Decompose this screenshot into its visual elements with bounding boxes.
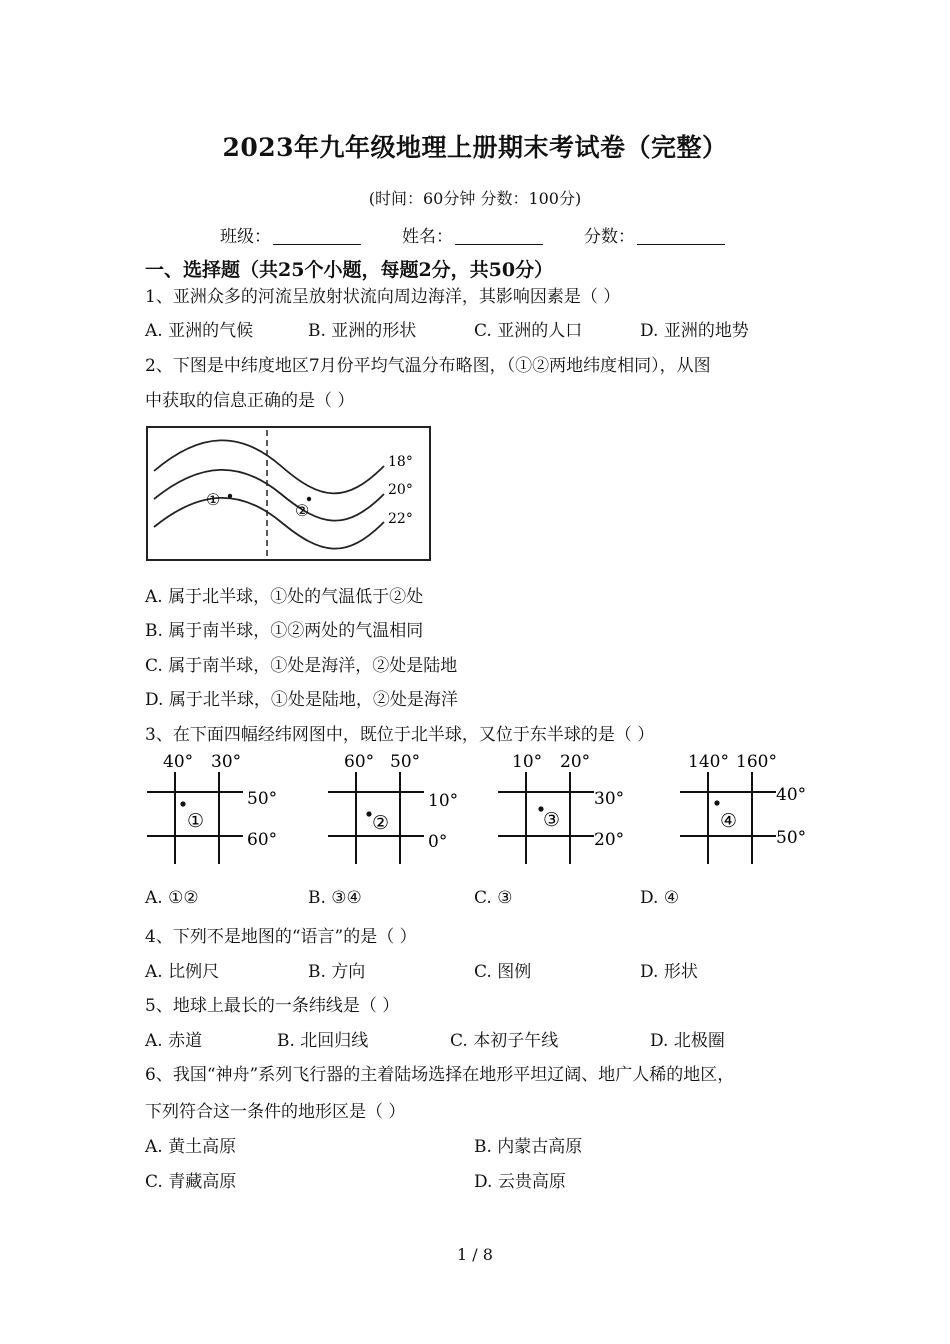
q5-option-c: C. 本初子午线 bbox=[450, 1031, 559, 1051]
q2-stem-line2: 中获取的信息正确的是（ ） bbox=[145, 391, 355, 411]
q4-option-d: D. 形状 bbox=[640, 962, 698, 982]
grid-4-lat1: 40° bbox=[776, 785, 807, 805]
page-number: 1 / 8 bbox=[457, 1245, 493, 1264]
q6-stem-line2: 下列符合这一条件的地形区是（ ） bbox=[145, 1102, 406, 1122]
grid-4-lon1: 140° bbox=[688, 752, 729, 772]
class-field bbox=[220, 222, 361, 247]
exam-info: (时间：60分钟 分数：100分) bbox=[368, 189, 582, 208]
q4-stem: 4、下列不是地图的“语言”的是（ ） bbox=[145, 927, 417, 947]
q2-option-b: B. 属于南半球，①②两处的气温相同 bbox=[145, 621, 424, 641]
q4-option-a: A. 比例尺 bbox=[145, 962, 220, 982]
isotherm-figure bbox=[146, 426, 432, 562]
q1-option-a: A. 亚洲的气候 bbox=[145, 321, 254, 341]
grid-2-lat1: 10° bbox=[428, 791, 459, 811]
point-1-label: ① bbox=[206, 490, 221, 509]
q5-option-d: D. 北极圈 bbox=[650, 1031, 725, 1051]
q3-stem: 3、在下面四幅经纬网图中，既位于北半球，又位于东半球的是（ ） bbox=[145, 725, 655, 745]
page-title: 2023年九年级地理上册期末考试卷（完整） bbox=[222, 133, 728, 162]
grid-1-lon2: 30° bbox=[211, 752, 242, 772]
point-2-dot bbox=[307, 497, 311, 501]
grid-3-lon1: 10° bbox=[512, 752, 543, 772]
grid-1-lon1: 40° bbox=[163, 752, 194, 772]
q3-option-d: D. ④ bbox=[640, 888, 680, 908]
score-blank bbox=[637, 228, 725, 245]
q6-option-c: C. 青藏高原 bbox=[145, 1172, 237, 1192]
grid-1 bbox=[145, 748, 305, 868]
grid-3-mark: ③ bbox=[543, 809, 561, 831]
q2-option-d: D. 属于北半球，①处是陆地，②处是海洋 bbox=[145, 690, 458, 710]
q3-option-a: A. ①② bbox=[145, 888, 199, 908]
grid-4 bbox=[678, 748, 838, 868]
q2-stem-line1: 2、下图是中纬度地区7月份平均气温分布略图，（①②两地纬度相同），从图 bbox=[145, 356, 711, 376]
class-label: 班级： bbox=[220, 227, 271, 247]
name-blank bbox=[455, 228, 543, 245]
q4-options bbox=[0, 957, 950, 981]
q1-option-b: B. 亚洲的形状 bbox=[308, 321, 417, 341]
grid-1-lat2: 60° bbox=[247, 830, 278, 850]
q5-options bbox=[0, 1026, 950, 1050]
score-field bbox=[584, 222, 725, 247]
grid-1-lat1: 50° bbox=[247, 789, 278, 809]
q2-option-a: A. 属于北半球，①处的气温低于②处 bbox=[145, 587, 424, 607]
name-field bbox=[402, 222, 543, 247]
q3-option-b: B. ③④ bbox=[308, 888, 362, 908]
label-22: 22° bbox=[388, 511, 413, 527]
q6-option-d: D. 云贵高原 bbox=[474, 1172, 566, 1192]
grid-1-mark: ① bbox=[187, 810, 205, 832]
point-1-dot bbox=[228, 494, 232, 498]
grid-2 bbox=[326, 748, 486, 868]
section-heading: 一、选择题（共25个小题，每题2分，共50分） bbox=[145, 259, 554, 281]
q3-options bbox=[0, 888, 950, 912]
q1-stem: 1、亚洲众多的河流呈放射状流向周边海洋，其影响因素是（ ） bbox=[145, 287, 621, 307]
q5-stem: 5、地球上最长的一条纬线是（ ） bbox=[145, 996, 400, 1016]
grid-3-lat1: 30° bbox=[594, 789, 625, 809]
q1-option-c: C. 亚洲的人口 bbox=[474, 321, 583, 341]
grid-4-lon2: 160° bbox=[736, 752, 777, 772]
class-blank bbox=[273, 228, 361, 245]
grid-2-lon1: 60° bbox=[344, 752, 375, 772]
grid-3 bbox=[496, 748, 656, 868]
grid-2-lon2: 50° bbox=[390, 752, 421, 772]
q4-option-b: B. 方向 bbox=[308, 962, 366, 982]
label-18: 18° bbox=[388, 454, 413, 470]
q6-option-a: A. 黄土高原 bbox=[145, 1137, 237, 1157]
name-label: 姓名： bbox=[402, 227, 453, 247]
q1-options bbox=[0, 316, 950, 340]
label-20: 20° bbox=[388, 482, 413, 498]
point-2-label: ② bbox=[295, 501, 310, 520]
grid-3-lon2: 20° bbox=[560, 752, 591, 772]
q4-option-c: C. 图例 bbox=[474, 962, 532, 982]
q6-stem-line1: 6、我国“神舟”系列飞行器的主着陆场选择在地形平坦辽阔、地广人稀的地区， bbox=[145, 1065, 735, 1085]
q1-option-d: D. 亚洲的地势 bbox=[640, 321, 749, 341]
q3-option-c: C. ③ bbox=[474, 888, 513, 908]
score-label: 分数： bbox=[584, 227, 635, 247]
grid-4-lat2: 50° bbox=[776, 828, 807, 848]
q2-option-c: C. 属于南半球，①处是海洋，②处是陆地 bbox=[145, 656, 458, 676]
grid-4-mark: ④ bbox=[720, 810, 738, 832]
q5-option-b: B. 北回归线 bbox=[277, 1031, 369, 1051]
grid-2-mark: ② bbox=[372, 812, 390, 834]
grid-2-lat2: 0° bbox=[428, 832, 448, 852]
q5-option-a: A. 赤道 bbox=[145, 1031, 203, 1051]
q6-option-b: B. 内蒙古高原 bbox=[474, 1137, 583, 1157]
grid-3-lat2: 20° bbox=[594, 830, 625, 850]
